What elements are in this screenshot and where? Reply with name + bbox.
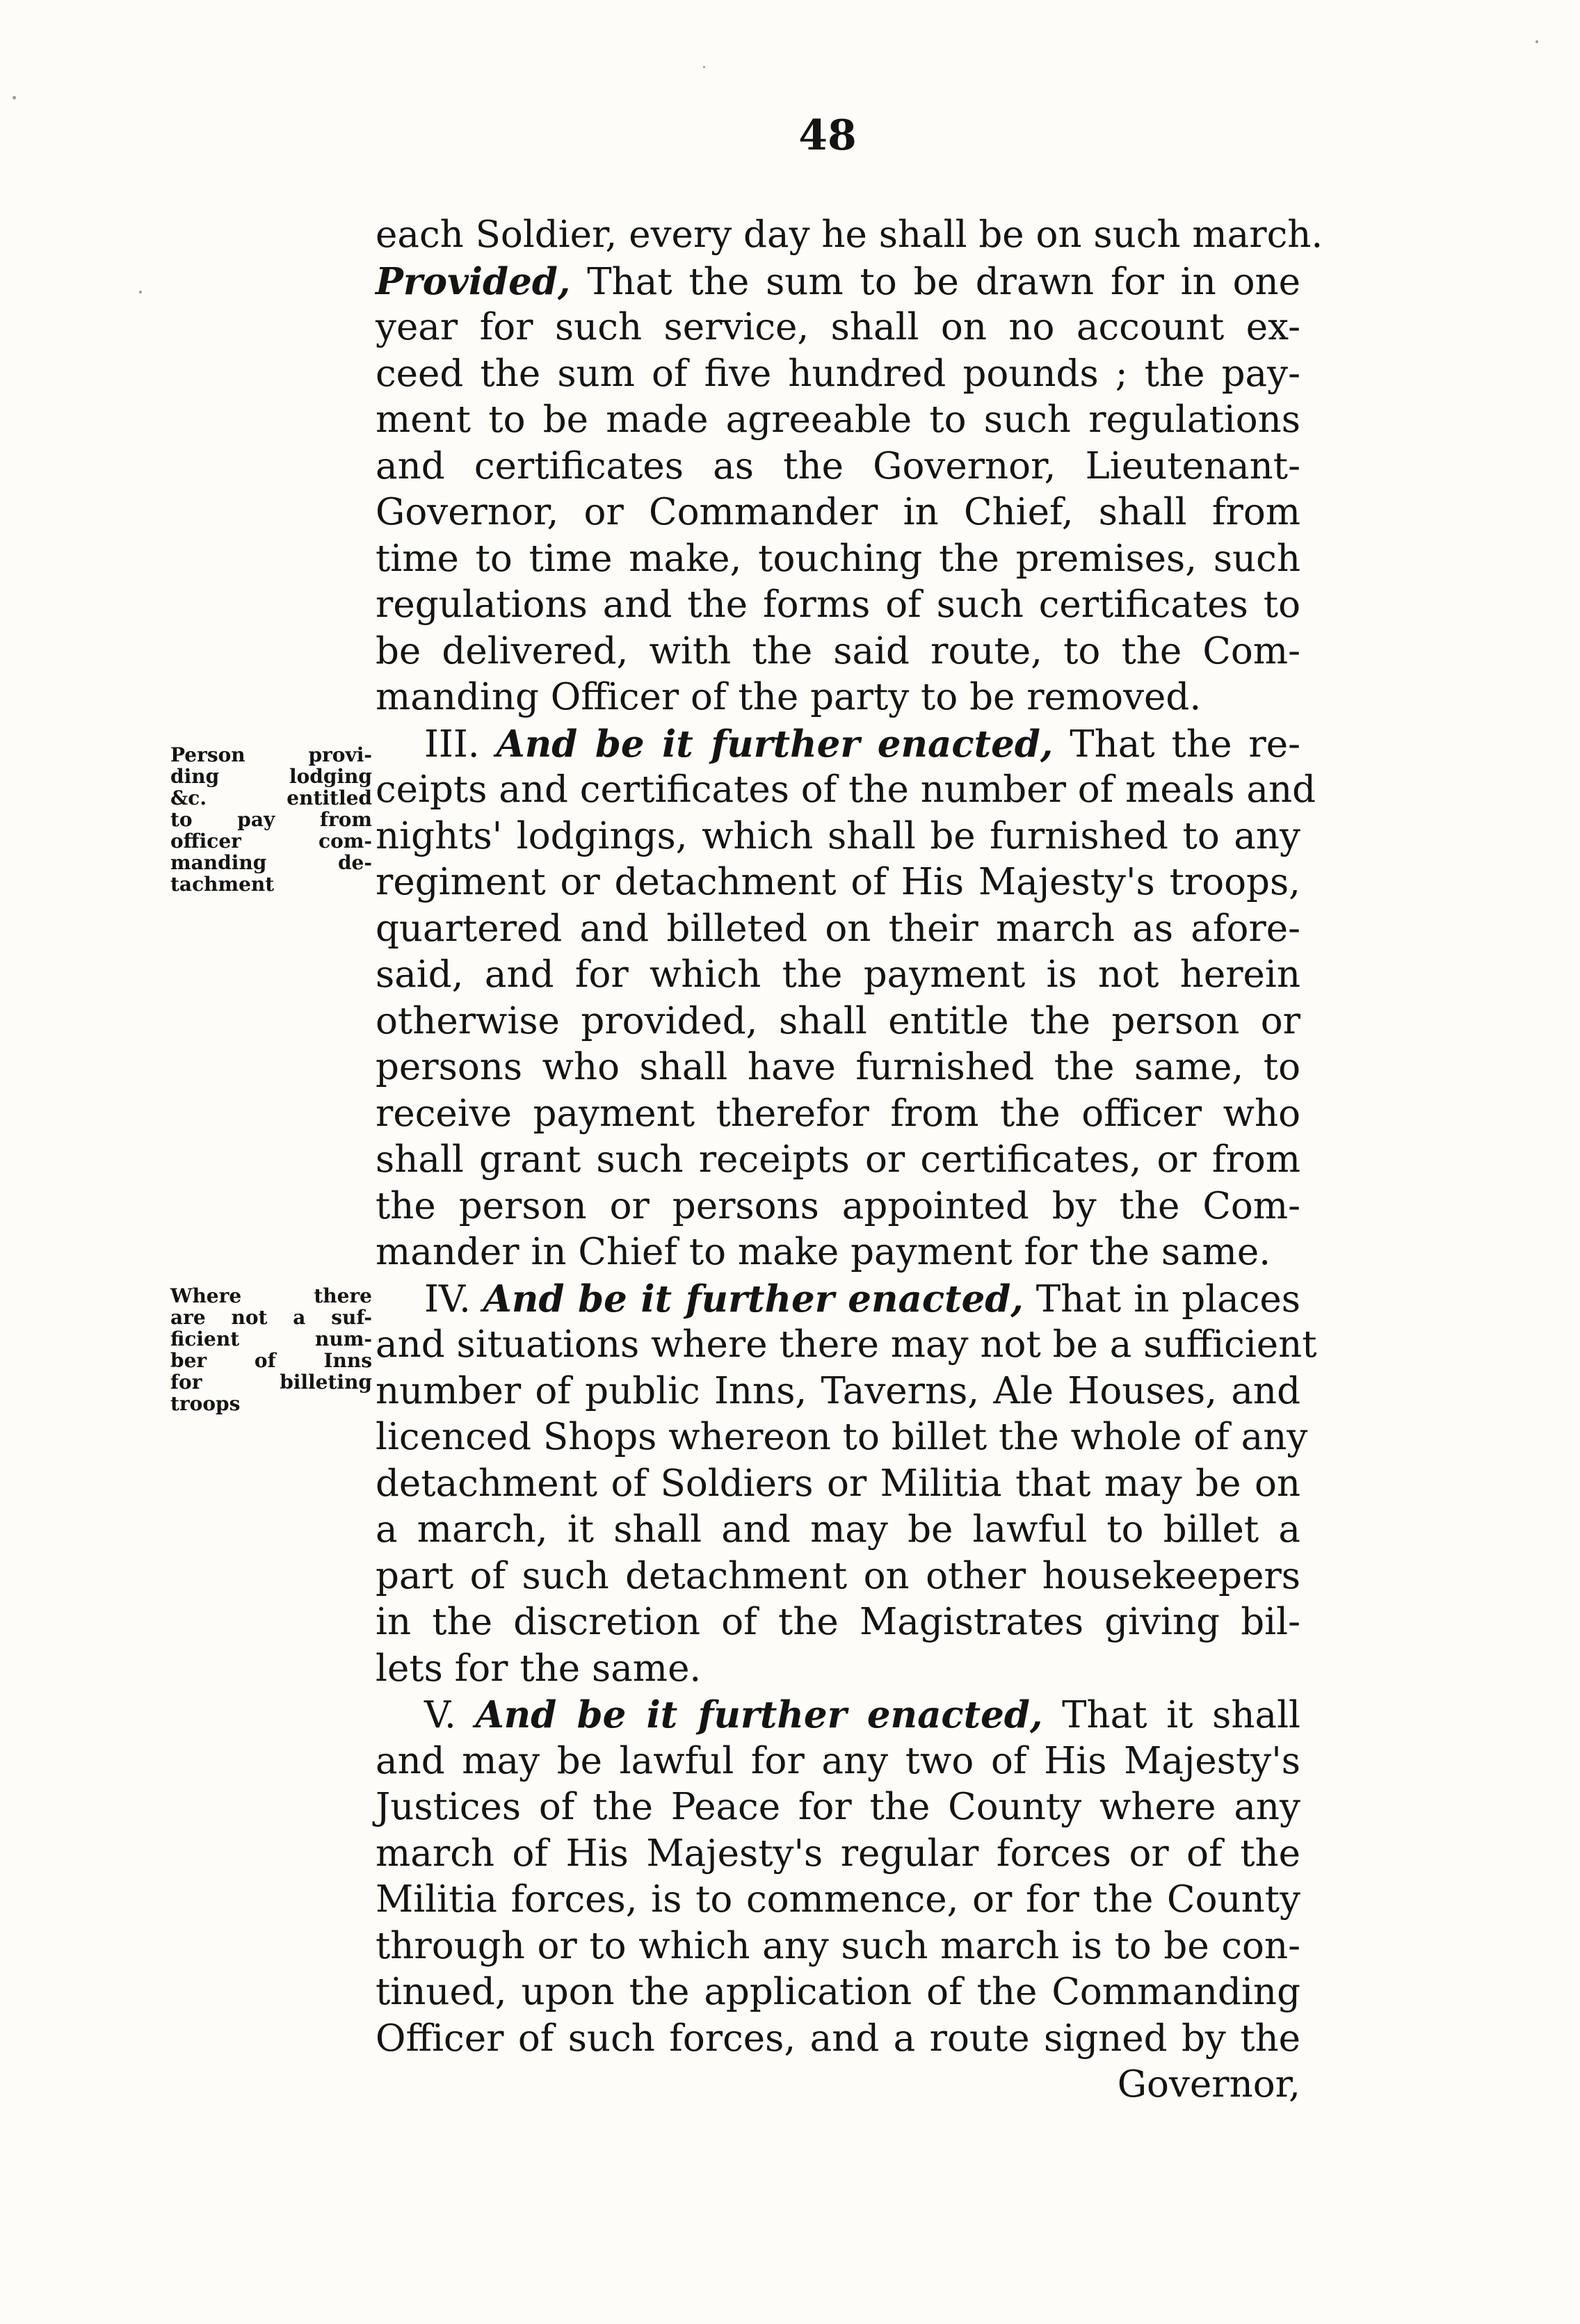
margin-note-line: to pay from: [170, 808, 372, 831]
scan-speck: [139, 291, 142, 293]
text-run: mander in Chief to make payment for the same.: [376, 1231, 1271, 1273]
text-line: [376, 1599, 1300, 1646]
text-line: [376, 1554, 1300, 1600]
text-run: manding Officer of the party to be removed.: [376, 676, 1202, 718]
text-run: IV.: [424, 1277, 483, 1321]
text-line: [376, 1969, 1300, 2016]
text-run: number of public Inns, Taverns, Ale Houses, and: [376, 1369, 1300, 1412]
text-line: [376, 1044, 1300, 1091]
text-run: ceipts and certificates of the number of meals and: [376, 768, 1316, 811]
text-line: [376, 212, 1323, 259]
text-run: That in places: [1023, 1277, 1300, 1321]
margin-note-line: for billeting: [170, 1371, 372, 1394]
margin-note-billeting-troops: [170, 1285, 372, 1414]
body-text: [376, 212, 1323, 2108]
text-line: [376, 906, 1300, 953]
scan-speck: [703, 66, 705, 68]
text-run: V.: [424, 1694, 476, 1736]
text-run: That it shall: [1042, 1694, 1300, 1736]
text-run: regulations and the forms of such certificates to: [376, 583, 1300, 626]
margin-note-line: Where there: [170, 1284, 372, 1307]
text-run: detachment of Soldiers or Militia that may be on: [376, 1462, 1300, 1505]
text-run: and certificates as the Governor, Lieutenant-: [376, 444, 1300, 487]
text-line: [376, 1369, 1300, 1415]
paragraph-section-5: [376, 1692, 1300, 2108]
text-line: [376, 1322, 1317, 1369]
text-line: [376, 1414, 1308, 1461]
text-line: [376, 397, 1300, 444]
text-run: regiment or detachment of His Majesty's troops,: [376, 861, 1300, 903]
text-run: ment to be made agreeable to such regulations: [376, 398, 1300, 441]
enacting-clause: And be it further enacted,: [483, 1277, 1024, 1321]
text-line: [376, 1184, 1300, 1230]
margin-note-line: are not a suf-: [170, 1306, 372, 1329]
text-run: Governor,: [1117, 2063, 1300, 2106]
text-line: [376, 1137, 1300, 1184]
text-run: Officer of such forces, and a route signed by the: [376, 2017, 1300, 2060]
paragraph-section-4: [376, 1276, 1317, 1693]
text-run: and may be lawful for any two of His Majesty's: [376, 1739, 1300, 1782]
text-line: [376, 351, 1300, 398]
text-run: nights' lodgings, which shall be furnished to any: [376, 814, 1300, 857]
page-number: 48: [798, 111, 857, 160]
text-run: tinued, upon the application of the Commanding: [376, 1971, 1300, 2013]
margin-note-line: &c. entitled: [170, 786, 372, 809]
margin-note-line: Person provi-: [170, 743, 372, 766]
text-line: [376, 1877, 1300, 1923]
text-line: [376, 999, 1300, 1045]
paragraph-continuation: [376, 212, 1323, 721]
text-line: [376, 259, 1300, 305]
text-run: time to time make, touching the premises, such: [376, 537, 1300, 580]
margin-note-lodging-payment: [170, 744, 372, 895]
text-run: shall grant such receipts or certificates, or from: [376, 1138, 1300, 1181]
text-line: [376, 1831, 1300, 1878]
enacting-clause: Provided,: [376, 259, 571, 303]
text-line: [376, 1738, 1300, 1785]
margin-note-line: ber of Inns: [170, 1349, 372, 1372]
text-line: [376, 629, 1300, 675]
text-run: otherwise provided, shall entitle the person or: [376, 999, 1300, 1042]
text-run: Militia forces, is to commence, or for the County: [376, 1878, 1300, 1921]
margin-note-line: troops: [170, 1392, 241, 1415]
margin-note-line: manding de-: [170, 851, 372, 874]
text-line: [376, 444, 1300, 490]
text-line: [376, 952, 1300, 999]
text-run: Governor, or Commander in Chief, shall from: [376, 491, 1300, 533]
text-line: [376, 1923, 1300, 1970]
text-run: and situations where there may not be a sufficient: [376, 1323, 1317, 1366]
text-line: [376, 721, 1300, 768]
margin-note-line: ding lodging: [170, 765, 372, 788]
text-line: [376, 1461, 1300, 1508]
enacting-clause: And be it further enacted,: [475, 1693, 1043, 1736]
margin-note-line: officer com-: [170, 830, 372, 853]
text-run: Justices of the Peace for the County where any: [376, 1786, 1300, 1828]
text-line: [376, 1276, 1300, 1323]
scan-speck: [13, 96, 16, 99]
text-run: be delivered, with the said route, to the Com-: [376, 629, 1300, 672]
text-line: [376, 1507, 1300, 1554]
text-line: [376, 675, 1300, 721]
margin-note-line: tachment: [170, 873, 275, 896]
text-run: each Soldier, every day he shall be on such march.: [376, 213, 1323, 256]
text-line: [376, 1784, 1300, 1831]
text-line: [376, 860, 1300, 906]
text-line: [376, 582, 1300, 629]
text-line: [376, 767, 1316, 814]
text-run: quartered and billeted on their march as afore-: [376, 907, 1300, 950]
text-run: through or to which any such march is to be con-: [376, 1924, 1300, 1967]
margin-note-line: ficient num-: [170, 1328, 372, 1350]
text-run: in the discretion of the Magistrates giving bil-: [376, 1601, 1300, 1643]
text-line: [376, 1229, 1300, 1276]
text-run: lets for the same.: [376, 1647, 702, 1690]
text-line: [376, 1646, 1300, 1693]
paragraph-section-3: [376, 721, 1316, 1276]
text-run: year for such service, shall on no account ex-: [376, 306, 1300, 348]
text-line: [376, 814, 1300, 860]
scan-speck: [1535, 40, 1538, 43]
text-run: said, and for which the payment is not herein: [376, 953, 1300, 996]
text-run: persons who shall have furnished the same, to: [376, 1046, 1300, 1088]
text-line: [376, 490, 1300, 536]
text-run: III.: [424, 723, 497, 766]
text-line: [376, 1091, 1300, 1138]
text-line: [376, 1692, 1300, 1738]
text-run: a march, it shall and may be lawful to billet a: [376, 1508, 1300, 1551]
text-run: part of such detachment on other housekeepers: [376, 1554, 1300, 1597]
text-line: [376, 536, 1300, 583]
text-line: [376, 2016, 1300, 2063]
text-run: ceed the sum of five hundred pounds ; the pay-: [376, 352, 1300, 395]
text-run: That the sum to be drawn for in one: [570, 260, 1300, 303]
text-run: the person or persons appointed by the Com-: [376, 1184, 1300, 1227]
text-line: [376, 2062, 1300, 2108]
text-run: receive payment therefor from the officer who: [376, 1092, 1300, 1135]
enacting-clause: And be it further enacted,: [496, 722, 1054, 766]
text-run: licenced Shops whereon to billet the whole of any: [376, 1416, 1308, 1458]
text-run: march of His Majesty's regular forces or of the: [376, 1832, 1300, 1875]
text-run: That the re-: [1053, 723, 1300, 766]
text-line: [376, 305, 1300, 351]
